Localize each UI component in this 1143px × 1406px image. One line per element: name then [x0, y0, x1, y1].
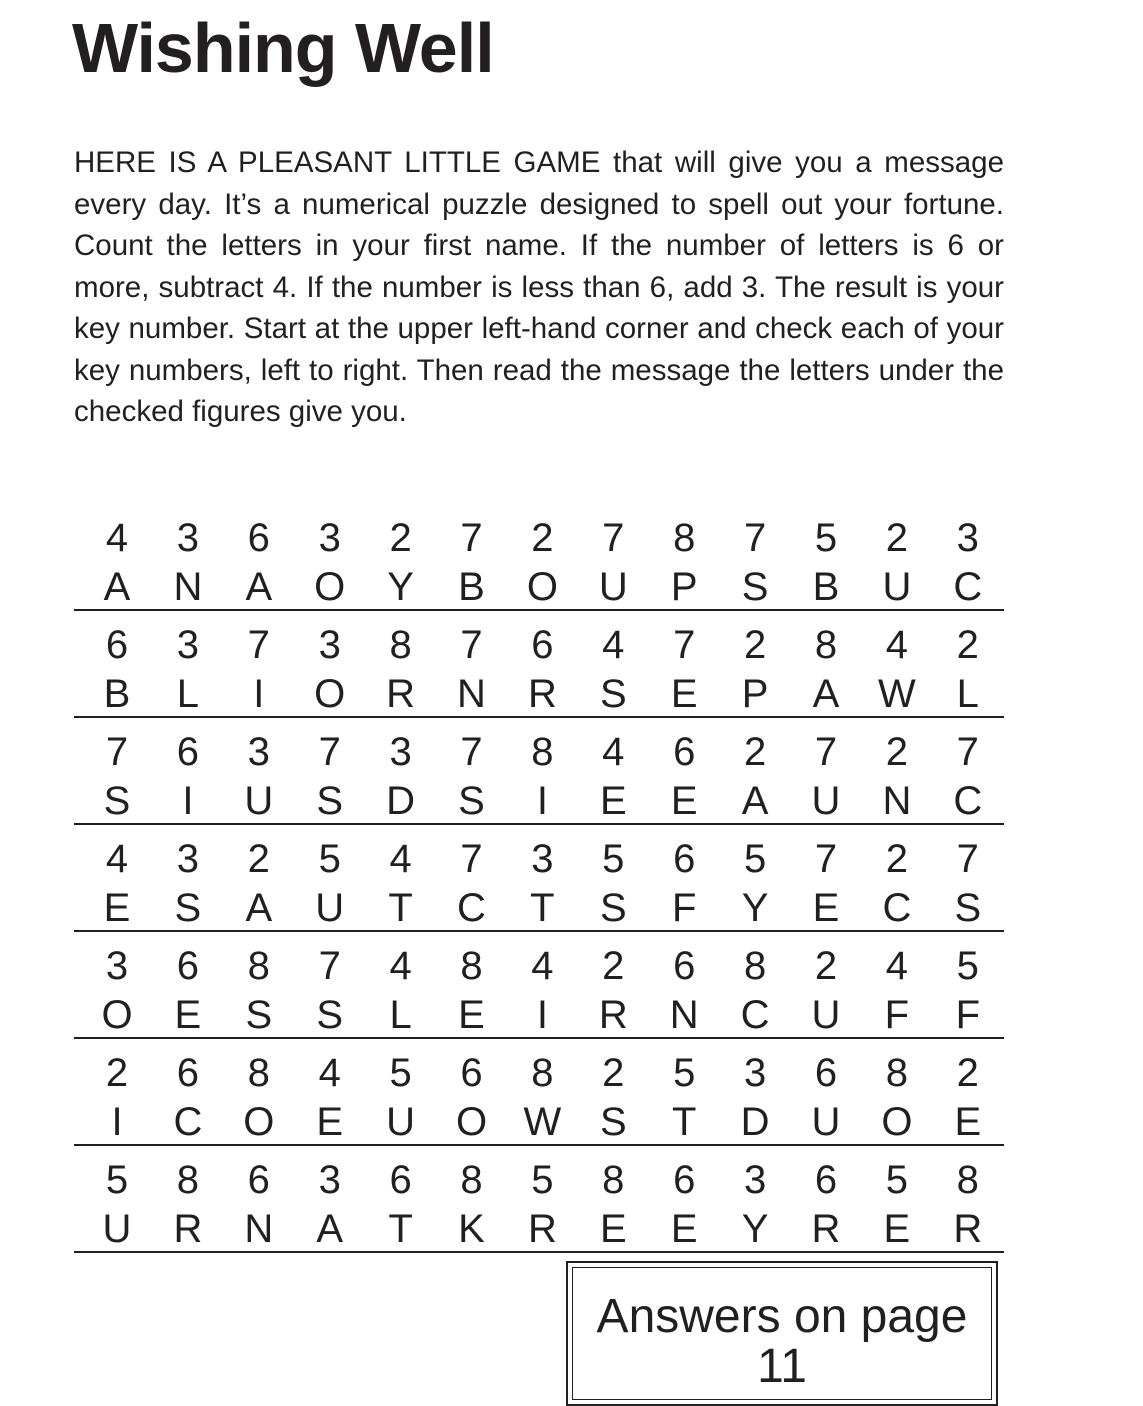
- grid-letter: Y: [387, 565, 414, 609]
- grid-letter: S: [599, 672, 627, 716]
- grid-letter: S: [316, 993, 344, 1037]
- grid-number[interactable]: 3: [743, 1158, 767, 1202]
- grid-number[interactable]: 5: [389, 1051, 412, 1095]
- grid-letter: C: [953, 565, 983, 609]
- grid-number[interactable]: 2: [956, 623, 979, 667]
- grid-number[interactable]: 8: [389, 623, 412, 667]
- row-divider: [74, 609, 1004, 611]
- grid-number[interactable]: 7: [247, 623, 270, 667]
- grid-number[interactable]: 3: [105, 944, 129, 988]
- grid-letter: W: [878, 672, 916, 716]
- grid-number[interactable]: 5: [673, 1051, 696, 1095]
- grid-number[interactable]: 8: [531, 730, 554, 774]
- grid-row: [74, 506, 1004, 613]
- row-divider: [74, 1037, 1004, 1039]
- grid-number[interactable]: 7: [105, 730, 129, 774]
- grid-letter: O: [881, 1100, 913, 1144]
- grid-letter: U: [811, 993, 841, 1037]
- grid-number[interactable]: 7: [814, 837, 838, 881]
- grid-letter: C: [953, 779, 983, 823]
- grid-letter: U: [811, 779, 841, 823]
- grid-letter: F: [955, 993, 981, 1037]
- answers-box-inner: [572, 1267, 992, 1400]
- grid-letter: A: [812, 672, 840, 716]
- grid-number[interactable]: 2: [602, 1051, 625, 1095]
- row-divider: [74, 716, 1004, 718]
- grid-letter: R: [386, 672, 416, 716]
- grid-number[interactable]: 4: [602, 730, 625, 774]
- grid-letter: N: [244, 1207, 274, 1251]
- grid-number[interactable]: 6: [105, 623, 129, 667]
- grid-letter: S: [245, 993, 273, 1037]
- grid-number[interactable]: 5: [885, 1158, 909, 1202]
- grid-number[interactable]: 3: [318, 623, 341, 667]
- grid-row: [74, 613, 1004, 720]
- grid-letter: B: [458, 565, 485, 609]
- row-divider: [74, 1144, 1004, 1146]
- grid-letter: U: [598, 565, 628, 609]
- grid-number[interactable]: 4: [885, 623, 909, 667]
- grid-row: [74, 1148, 1004, 1255]
- grid-number[interactable]: 5: [531, 1158, 554, 1202]
- grid-letter: E: [670, 672, 698, 716]
- grid-number[interactable]: 8: [885, 1051, 909, 1095]
- grid-letter: E: [812, 886, 840, 930]
- grid-letter: E: [599, 779, 627, 823]
- grid-letter: R: [173, 1207, 203, 1251]
- grid-number[interactable]: 3: [318, 1158, 341, 1202]
- grid-number[interactable]: 8: [673, 516, 696, 560]
- grid-letter: O: [455, 1100, 488, 1144]
- grid-letter: R: [527, 672, 557, 716]
- grid-letter: R: [811, 1207, 841, 1251]
- grid-number[interactable]: 7: [318, 944, 341, 988]
- grid-number[interactable]: 6: [176, 1051, 200, 1095]
- grid-number[interactable]: 7: [673, 623, 696, 667]
- row-divider: [74, 930, 1004, 932]
- grid-number[interactable]: 6: [389, 1158, 412, 1202]
- instructions-paragraph: HERE IS A PLEASANT LITTLE GAME that will give you a message every day. It’s a numerical puzzle designed to spell out your fortune. Count the letters in your first name. If the number of letters is 6 or more, subtract 4. If the number is less than 6, add 3. The result is your key number. Start at the upper left-hand corner and check each of your key numbers, left to right. Then read the message the letters under the checked figures give you.: [74, 146, 1004, 428]
- grid-letter: E: [670, 1207, 698, 1251]
- grid-letter: I: [253, 672, 265, 716]
- grid-number[interactable]: 8: [956, 1158, 979, 1202]
- grid-number[interactable]: 4: [602, 623, 625, 667]
- answers-box: [566, 1261, 998, 1406]
- grid-number[interactable]: 4: [885, 944, 909, 988]
- grid-number[interactable]: 8: [247, 1051, 270, 1095]
- row-divider: [74, 823, 1004, 825]
- grid-number[interactable]: 2: [743, 730, 767, 774]
- grid-number[interactable]: 8: [460, 944, 483, 988]
- grid-number[interactable]: 6: [247, 516, 270, 560]
- grid-letter: C: [882, 886, 912, 930]
- grid-number[interactable]: 2: [956, 1051, 979, 1095]
- grid-number[interactable]: 4: [389, 837, 412, 881]
- grid-letter: E: [599, 1207, 627, 1251]
- grid-number[interactable]: 4: [318, 1051, 341, 1095]
- grid-number[interactable]: 7: [460, 516, 483, 560]
- grid-number[interactable]: 2: [389, 516, 412, 560]
- grid-number[interactable]: 3: [318, 516, 341, 560]
- grid-number[interactable]: 3: [176, 837, 200, 881]
- grid-number[interactable]: 2: [602, 944, 625, 988]
- grid-letter: E: [670, 779, 698, 823]
- grid-letter: I: [536, 993, 548, 1037]
- grid-number[interactable]: 8: [176, 1158, 200, 1202]
- grid-letter: E: [883, 1207, 911, 1251]
- grid-letter: S: [103, 779, 131, 823]
- grid-number[interactable]: 3: [176, 623, 200, 667]
- grid-number[interactable]: 7: [743, 516, 767, 560]
- grid-number[interactable]: 5: [318, 837, 341, 881]
- grid-letter: I: [111, 1100, 123, 1144]
- grid-letter: E: [954, 1100, 982, 1144]
- grid-number[interactable]: 7: [602, 516, 625, 560]
- grid-number[interactable]: 7: [318, 730, 341, 774]
- grid-number[interactable]: 8: [460, 1158, 483, 1202]
- grid-letter: S: [741, 565, 769, 609]
- grid-number[interactable]: 3: [531, 837, 554, 881]
- grid-letter: E: [316, 1100, 344, 1144]
- grid-number[interactable]: 6: [176, 730, 200, 774]
- grid-letter: B: [103, 672, 131, 716]
- grid-number[interactable]: 5: [814, 516, 838, 560]
- grid-number[interactable]: 6: [814, 1051, 838, 1095]
- grid-number[interactable]: 7: [956, 837, 979, 881]
- grid-number[interactable]: 6: [460, 1051, 483, 1095]
- grid-number[interactable]: 3: [956, 516, 979, 560]
- grid-letter: S: [954, 886, 982, 930]
- grid-number[interactable]: 6: [176, 944, 200, 988]
- grid-letter: T: [530, 886, 555, 930]
- grid-letter: I: [182, 779, 194, 823]
- grid-letter: L: [389, 993, 412, 1037]
- grid-letter: Y: [741, 886, 769, 930]
- grid-letter: U: [882, 565, 912, 609]
- grid-letter: T: [671, 1100, 697, 1144]
- grid-letter: O: [314, 565, 346, 609]
- grid-letter: A: [316, 1207, 344, 1251]
- grid-letter: B: [812, 565, 840, 609]
- grid-letter: U: [315, 886, 345, 930]
- grid-number[interactable]: 2: [814, 944, 838, 988]
- grid-number[interactable]: 8: [247, 944, 270, 988]
- grid-number[interactable]: 8: [531, 1051, 554, 1095]
- grid-number[interactable]: 6: [247, 1158, 270, 1202]
- grid-letter: D: [386, 779, 416, 823]
- grid-number[interactable]: 2: [247, 837, 270, 881]
- grid-number[interactable]: 4: [105, 516, 129, 560]
- grid-number[interactable]: 2: [885, 730, 909, 774]
- grid-letter: S: [599, 1100, 627, 1144]
- grid-number[interactable]: 4: [105, 837, 129, 881]
- grid-letter: O: [243, 1100, 275, 1144]
- grid-number[interactable]: 6: [673, 1158, 696, 1202]
- grid-letter: N: [882, 779, 912, 823]
- grid-letter: R: [598, 993, 628, 1037]
- grid-number[interactable]: 6: [814, 1158, 838, 1202]
- grid-letter: L: [956, 672, 979, 716]
- grid-number[interactable]: 7: [814, 730, 838, 774]
- grid-number[interactable]: 2: [743, 623, 767, 667]
- grid-letter: I: [536, 779, 548, 823]
- grid-letter: U: [811, 1100, 841, 1144]
- grid-number[interactable]: 3: [247, 730, 270, 774]
- grid-letter: D: [740, 1100, 770, 1144]
- grid-number[interactable]: 2: [531, 516, 554, 560]
- grid-letter: Y: [741, 1207, 769, 1251]
- page-title: Wishing Well: [72, 9, 494, 87]
- grid-letter: O: [526, 565, 558, 609]
- grid-letter: N: [669, 993, 699, 1037]
- grid-number[interactable]: 6: [673, 837, 696, 881]
- grid-number[interactable]: 5: [743, 837, 767, 881]
- grid-letter: S: [599, 886, 627, 930]
- grid-number[interactable]: 8: [743, 944, 767, 988]
- grid-number[interactable]: 4: [389, 944, 412, 988]
- grid-number[interactable]: 6: [673, 730, 696, 774]
- answers-page-number: 11: [757, 1340, 807, 1393]
- grid-number[interactable]: 3: [176, 516, 200, 560]
- grid-number[interactable]: 2: [885, 837, 909, 881]
- grid-number[interactable]: 2: [885, 516, 909, 560]
- grid-number[interactable]: 5: [956, 944, 979, 988]
- grid-letter: F: [884, 993, 910, 1037]
- grid-letter: E: [103, 886, 131, 930]
- grid-letter: U: [386, 1100, 416, 1144]
- grid-row: [74, 1041, 1004, 1148]
- grid-number[interactable]: 8: [814, 623, 838, 667]
- grid-letter: C: [457, 886, 486, 930]
- grid-letter: A: [741, 779, 769, 823]
- grid-row: [74, 934, 1004, 1041]
- grid-letter: P: [741, 672, 769, 716]
- grid-letter: K: [458, 1207, 485, 1251]
- answers-label: Answers on page: [596, 1290, 968, 1343]
- grid-number[interactable]: 7: [460, 623, 483, 667]
- grid-number[interactable]: 6: [531, 623, 554, 667]
- grid-number[interactable]: 7: [460, 730, 483, 774]
- grid-letter: E: [458, 993, 485, 1037]
- grid-letter: C: [740, 993, 770, 1037]
- grid-letter: A: [245, 565, 273, 609]
- grid-number[interactable]: 7: [460, 837, 483, 881]
- grid-letter: C: [173, 1100, 203, 1144]
- grid-letter: P: [670, 565, 698, 609]
- grid-number[interactable]: 3: [389, 730, 412, 774]
- grid-number[interactable]: 8: [602, 1158, 625, 1202]
- grid-letter: F: [671, 886, 697, 930]
- grid-number[interactable]: 3: [743, 1051, 767, 1095]
- grid-letter: R: [527, 1207, 557, 1251]
- grid-letter: N: [457, 672, 486, 716]
- grid-row: [74, 720, 1004, 827]
- grid-letter: A: [103, 565, 131, 609]
- grid-number[interactable]: 7: [956, 730, 979, 774]
- grid-number[interactable]: 6: [673, 944, 696, 988]
- grid-number[interactable]: 4: [531, 944, 554, 988]
- grid-letter: S: [316, 779, 344, 823]
- grid-letter: T: [388, 886, 413, 930]
- grid-number[interactable]: 5: [105, 1158, 129, 1202]
- grid-letter: N: [173, 565, 203, 609]
- grid-letter: S: [458, 779, 485, 823]
- puzzle-grid: [74, 506, 1004, 1255]
- grid-letter: R: [953, 1207, 983, 1251]
- grid-number[interactable]: 5: [602, 837, 625, 881]
- grid-row: [74, 827, 1004, 934]
- grid-letter: U: [102, 1207, 132, 1251]
- grid-letter: E: [174, 993, 202, 1037]
- grid-letter: U: [244, 779, 274, 823]
- grid-letter: S: [174, 886, 202, 930]
- grid-letter: O: [101, 993, 133, 1037]
- grid-letter: L: [176, 672, 200, 716]
- grid-number[interactable]: 2: [105, 1051, 129, 1095]
- grid-letter: A: [245, 886, 273, 930]
- row-divider: [74, 1251, 1004, 1253]
- grid-letter: T: [388, 1207, 413, 1251]
- grid-letter: W: [523, 1100, 562, 1144]
- grid-letter: O: [314, 672, 346, 716]
